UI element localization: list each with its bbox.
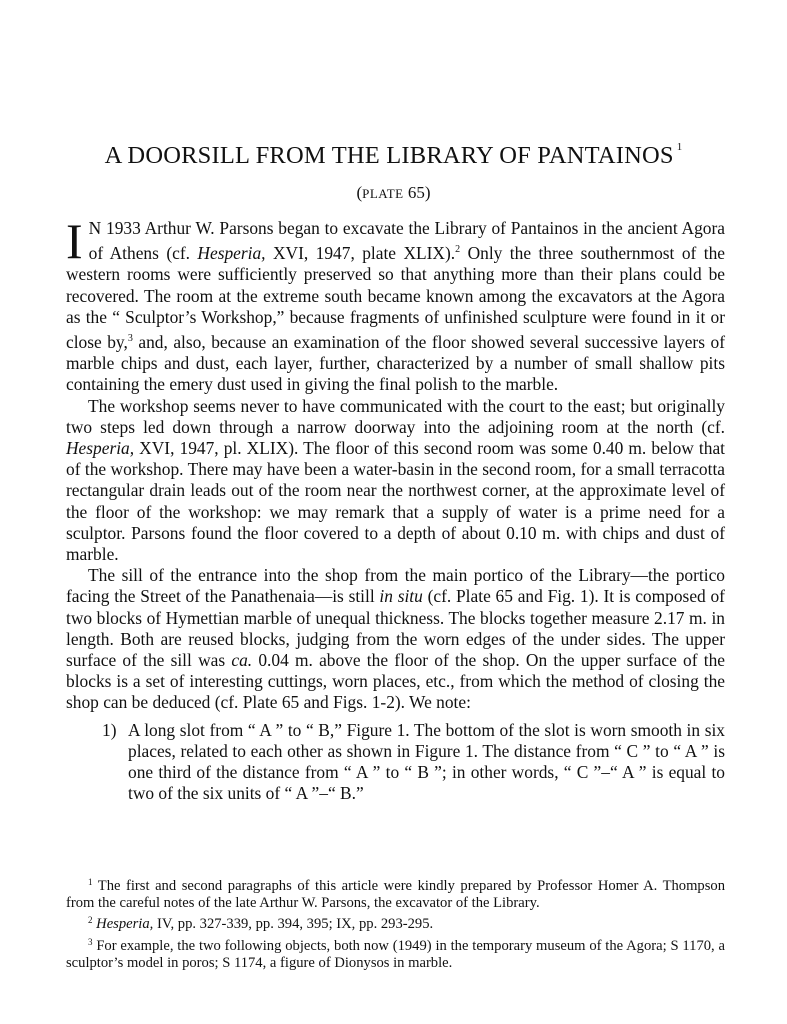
footnote-2-mark: 2: [88, 915, 93, 926]
list-item: [66, 720, 725, 805]
article-title: [0, 132, 787, 171]
footnote-mark-2: 2: [455, 244, 461, 256]
paragraph-3-text-c: 0.04 m. above the floor of the shop. On the upper surface of the blocks is a set of interesting cuttings, worn places, etc., from which the method of closing the shop can be deduced (cf. Plate 65 and Figs. 1-2). We note:: [66, 650, 726, 713]
paragraph-1-text-b: XVI, 1947, plate XLIX).: [265, 243, 456, 264]
footnotes: [66, 874, 725, 972]
plate-reference: [0, 182, 787, 205]
paragraph-1-text-a: N 1933 Arthur W. Parsons began to excavate the Library of Pantainos in the ancient Agora of Athens (cf.: [88, 218, 725, 264]
list-item-number: 1): [102, 719, 117, 740]
paragraph-2-text-b: XVI, 1947, pl. XLIX). The floor of this second room was some 0.40 m. below that of the workshop. There may have been a water-basin in the second room, for a small terracotta rectangular drain leads out of the room near the northwest corner, at the approximate level of the floor of the workshop: we may remark that a supply of water is a prime need for a sculptor. Parsons found the floor covered to a depth of about 0.10 m. with chips and dust of marble.: [66, 438, 725, 565]
paragraph-3-text-b: (cf. Plate 65 and Fig. 1). It is composed of two blocks of Hymettian marble of unequal thickness. The blocks together measure 2.17 m. in length. Both are reused blocks, judging from the worn edges of the under sides. The upper surface of the sill was: [66, 586, 725, 671]
article-body: [66, 213, 726, 804]
footnote-mark-3: 3: [127, 333, 133, 345]
drop-cap: I: [66, 213, 83, 269]
list-item-text: A long slot from “ A ” to “ B,” Figure 1. The bottom of the slot is worn smooth in six places, related to each other as shown in Figure 1. The distance from “ C ” to “ A ” is one third of the distance from “ A ” to “ B ”; in other words, “ C ”–“ A ” is equal to two of the six units of “ A ”–“ B.”: [128, 719, 725, 804]
paragraph-3: [66, 565, 725, 713]
paragraph-2-text-a: The workshop seems never to have communicated with the court to the east; but originally two steps led down through a narrow doorway into the adjoining room at the north (cf.: [66, 395, 725, 437]
footnote-3-mark: 3: [88, 936, 93, 947]
latin-phrase: in situ: [379, 586, 423, 607]
title-text: A DOORSILL FROM THE LIBRARY OF PANTAINOS: [104, 142, 674, 169]
plate-label: PLATE: [362, 186, 404, 201]
journal-title: Hesperia,: [66, 438, 135, 459]
footnote-1-mark: 1: [88, 877, 93, 887]
paragraph-3-text-a: The sill of the entrance into the shop from the main portico of the Library—the portico facing the Street of the Panathenaia—is still: [66, 565, 725, 607]
footnote-3: [66, 934, 725, 972]
footnote-2-journal: Hesperia,: [92, 916, 154, 933]
footnote-3-text: For example, the two following objects, both now (1949) in the temporary museum of the Agora; S 1170, a sculptor’s model in poros; S 1174, a figure of Dionysos in marble.: [66, 937, 725, 971]
footnote-2: [66, 912, 725, 933]
journal-title: Hesperia,: [197, 243, 266, 264]
footnote-2-text: IV, pp. 327-339, pp. 394, 395; IX, pp. 293-295.: [153, 916, 434, 933]
paragraph-2: [66, 396, 725, 566]
latin-abbreviation: ca.: [231, 650, 253, 671]
paragraph-1: [66, 213, 725, 396]
footnote-1: [66, 874, 725, 912]
footnote-1-text: The first and second paragraphs of this article were kindly prepared by Professor Homer A. Thompson from the careful notes of the late Arthur W. Parsons, the excavator of the Library.: [66, 878, 725, 912]
paragraph-1-text-d: and, also, because an examination of the floor showed several successive layers of marble chips and dust, each layer, further, characterized by a number of small shallow pits containing the emery dust used in giving the final polish to the marble.: [66, 332, 725, 395]
plate-open-paren: (: [356, 183, 363, 202]
title-footnote-mark: 1: [676, 141, 683, 153]
plate-number: 65): [407, 183, 431, 202]
paragraph-1-text-c: Only the three southernmost of the western rooms were sufficiently preserved so that anything more than their plans could be recovered. The room at the extreme south became known among the excavators at the Agora as the “ Sculptor’s Workshop,” because fragments of unfinished sculpture were found in it or close by,: [66, 243, 725, 353]
